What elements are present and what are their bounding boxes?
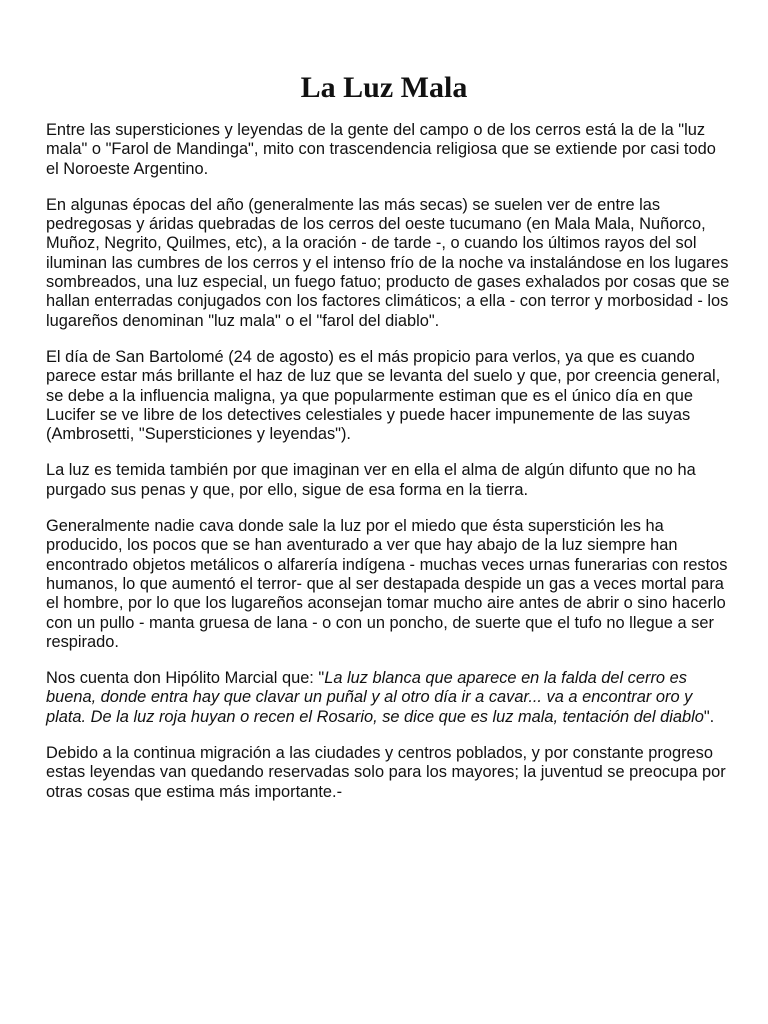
document-body: [46, 121, 730, 819]
paragraph-4: La luz es temida también por que imaginan ver en ella el alma de algún difunto que no ha purgado sus penas y que, por ello, sigue de esa forma en la tierra.: [46, 461, 696, 499]
paragraph-5: Generalmente nadie cava donde sale la luz por el miedo que ésta superstición les ha producido, los pocos que se han aventurado a ver que hay abajo de la luz siempre han encontrado objetos metálicos o alfarería indígena - muchas veces urnas funerarias con restos humanos, lo que aumentó el terror- que al ser destapada despide un gas a veces mortal para el hombre, por lo que los lugareños aconsejan tomar mucho aire antes de abrir o sino hacerlo con un pullo - manta gruesa de lana - o con un poncho, de suerte que el tufo no llegue a ser respirado.: [46, 517, 728, 651]
paragraph-6: [46, 669, 730, 727]
page-title: La Luz Mala: [300, 71, 468, 104]
paragraph-6-quote: La luz blanca que aparece en la falda del cerro es buena, donde entra hay que clavar un puñal y al otro día ir a cavar... va a encontrar oro y plata. De la luz roja huyan o recen el Rosario, se dice que es luz mala, tentación del diablo: [46, 669, 704, 726]
paragraph-3: El día de San Bartolomé (24 de agosto) es el más propicio para verlos, ya que es cuando parece estar más brillante el haz de luz que se levanta del suelo y que, por creencia general, se debe a la influencia maligna, ya que popularmente estiman que es el único día en que Lucifer se ve libre de los detectives celestiales y puede hacer impunemente de las suyas (Ambrosetti, "Supersticiones y leyendas").: [46, 347, 721, 444]
paragraph-6-intro: Nos cuenta don Hipólito Marcial que: ": [46, 669, 325, 688]
paragraph-6-outro: ".: [703, 707, 715, 726]
paragraph-2: En algunas épocas del año (generalmente las más secas) se suelen ver de entre las pedregosas y áridas quebradas de los cerros del oeste tucumano (en Mala Mala, Nuñorco, Muñoz, Negrito, Quilmes, etc), a la oración - de tarde -, o cuando los últimos rayos del sol iluminan las cumbres de los cerros y el intenso frío de la noche va instalándose en los lugares sombreados, una luz especial, un fuego fatuo; producto de gases exhalados por cosas que se hallan enterradas conjugados con los factores climáticos; a ella - con terror y morbosidad - los lugareños denominan "luz mala" o el "farol del diablo".: [46, 195, 730, 330]
paragraph-1: Entre las supersticiones y leyendas de la gente del campo o de los cerros está la de la "luz mala" o "Farol de Mandinga", mito con trascendencia religiosa que se extiende por casi todo el Noroeste Argentino.: [46, 121, 716, 178]
paragraph-7: Debido a la continua migración a las ciudades y centros poblados, y por constante progreso estas leyendas van quedando reservadas solo para los mayores; la juventud se preocupa por otras cosas que estima más importante.-: [46, 744, 726, 801]
